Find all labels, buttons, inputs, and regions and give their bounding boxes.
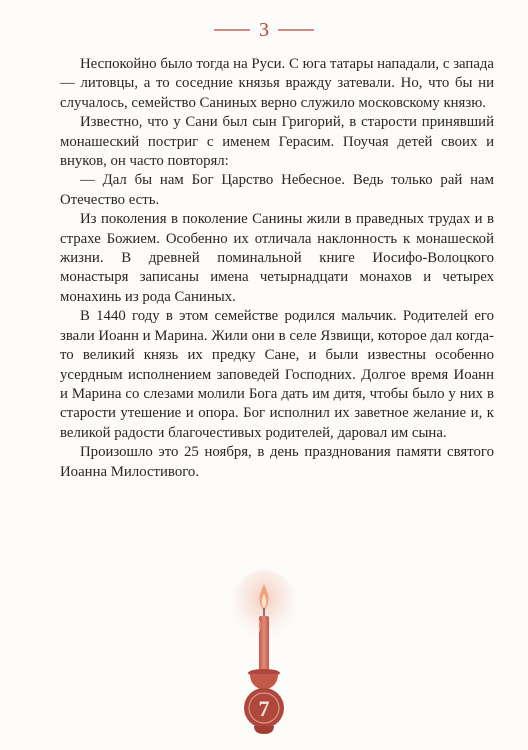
header-ornament — [0, 14, 528, 44]
body-text — [60, 55, 494, 482]
paragraph: Известно, что у Сани был сын Григорий, в старости принявший монашеский постриг с именем Герасим. Поучая детей своих и внуков, он часто повторял: — [60, 114, 494, 170]
paragraph: — Дал бы нам Бог Царство Небесное. Ведь только рай нам Отечество есть. — [60, 172, 494, 208]
paragraph: Из поколения в поколение Санины жили в праведных трудах и в страхе Божием. Особенно их отличала наклонность к монашеской жизни. В древней поминальной книге Иосифо-Волоцкого монастыря записаны имена четырнадцати монахов и четырех монахинь из рода Саниных. — [60, 211, 494, 305]
page-number: 7 — [258, 696, 270, 721]
paragraph: Произошло это 25 ноября, в день празднования памяти святого Иоанна Милостивого. — [60, 444, 494, 480]
candle-page-number — [228, 570, 300, 740]
candle-body — [259, 616, 269, 672]
paragraph: В 1440 году в этом семействе родился мальчик. Родителей его звали Иоанн и Марина. Жили они в селе Язвищи, которое дал когда-то великий князь их предку Сане, и были известны особенно усердным исполнением заповедей Господних. Долгое время Иоанн и Марина со слезами молили Бога дать им дитя, чтобы было у них в старости утешение и опора. Бог исполнил их заветное желание и, к великой радости благочестивых родителей, даровал им сына. — [60, 308, 494, 441]
header-glyph: 3 — [259, 19, 269, 41]
paragraph: Неспокойно было тогда на Руси. С юга татары нападали, с запада — литовцы, а то соседние князья вражду затевали. Но, что бы ни случалось, семейство Саниных верно служило московскому князю. — [60, 56, 494, 111]
